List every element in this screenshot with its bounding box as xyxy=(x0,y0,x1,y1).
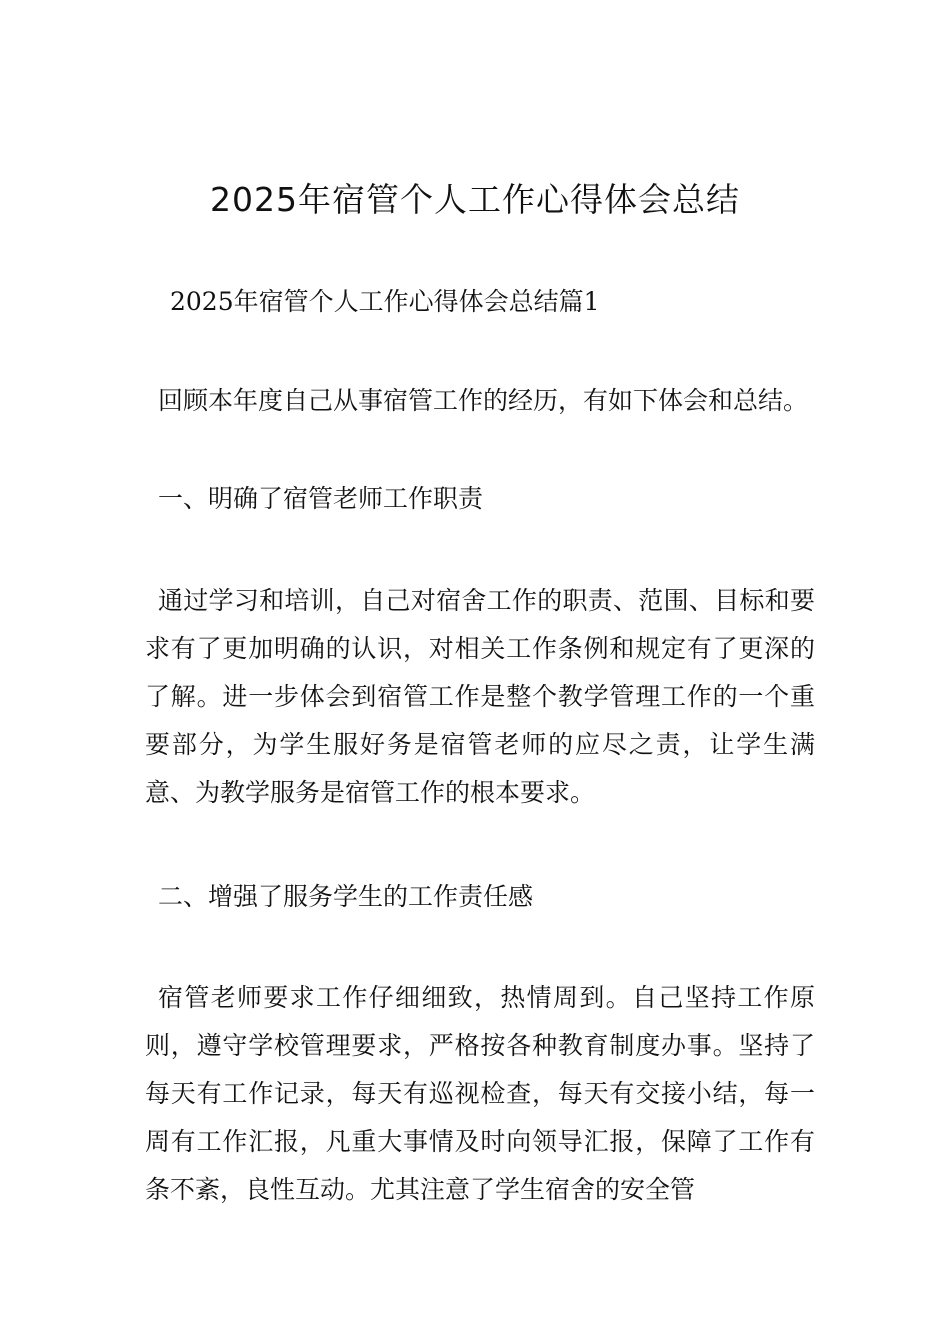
section-heading-1: 一、明确了宿管老师工作职责 xyxy=(158,484,484,513)
document-title: 2025年宿管个人工作心得体会总结 xyxy=(210,180,740,219)
section-heading-2: 二、增强了服务学生的工作责任感 xyxy=(158,882,534,911)
section-body-2: 宿管老师要求工作仔细细致，热情周到。自己坚持工作原则，遵守学校管理要求，严格按各种教育制度办事。坚持了每天有工作记录，每天有巡视检查，每天有交接小结，每一周有工作汇报，凡重大事情及时向领导汇报，保障了工作有条不紊，良性互动。尤其注意了学生宿舍的安全管 xyxy=(145,983,815,1204)
intro-paragraph: 回顾本年度自己从事宿管工作的经历，有如下体会和总结。 xyxy=(158,386,809,415)
document-subtitle: 2025年宿管个人工作心得体会总结篇1 xyxy=(170,287,600,316)
section-body-1: 通过学习和培训，自己对宿舍工作的职责、范围、目标和要求有了更加明确的认识，对相关工作条例和规定有了更深的了解。进一步体会到宿管工作是整个教学管理工作的一个重要部分，为学生服好务是宿管老师的应尽之责，让学生满意、为教学服务是宿管工作的根本要求。 xyxy=(145,586,815,807)
